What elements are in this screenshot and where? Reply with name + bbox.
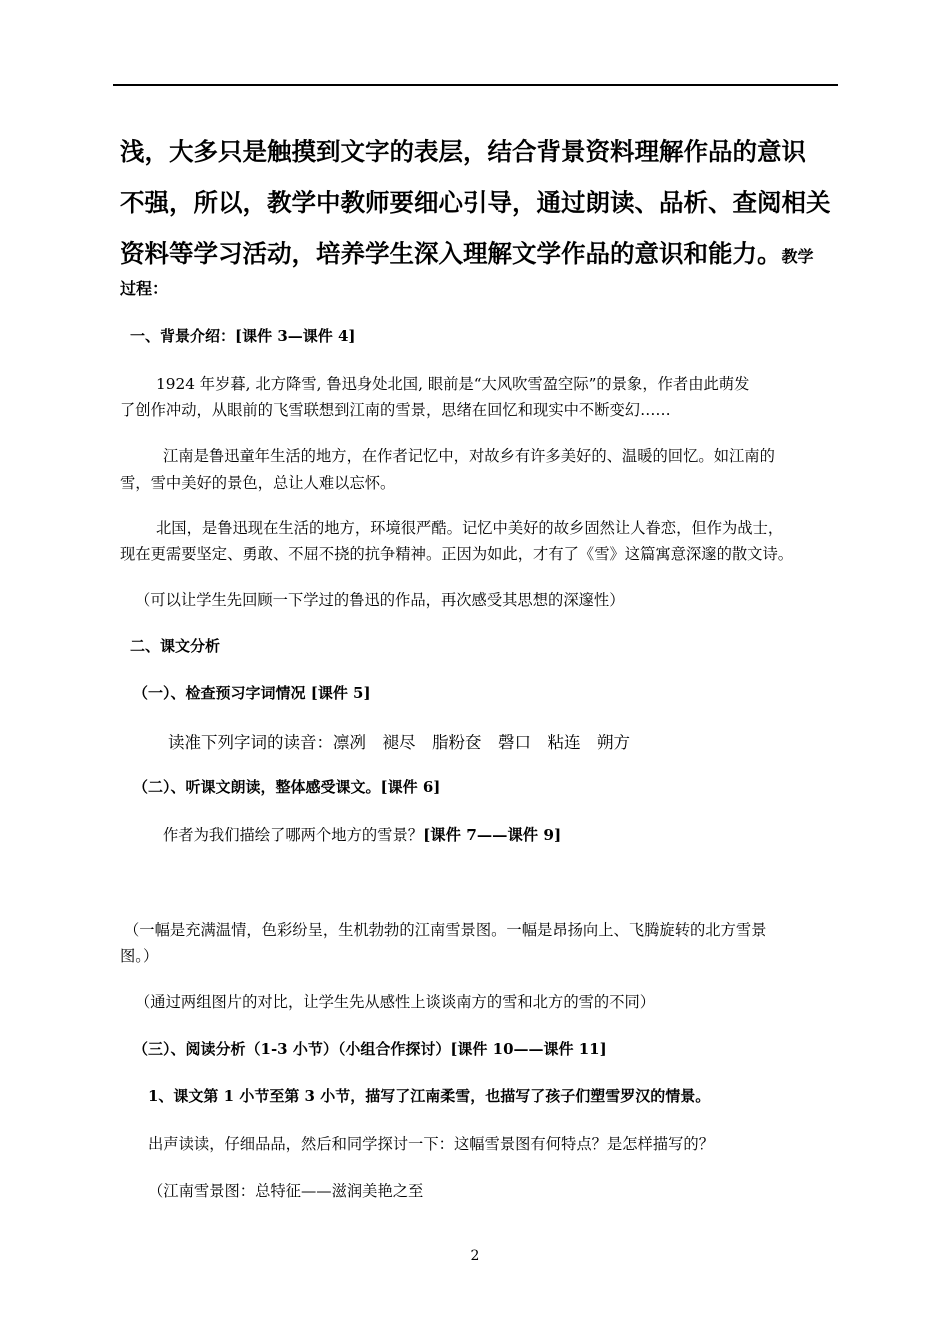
sub2-question-ref: [课件 7——课件 9] bbox=[423, 826, 562, 844]
intro-line-1: 浅，大多只是触摸到文字的表层，结合背景资料理解作品的意识 bbox=[120, 137, 806, 166]
sub2-heading: （二）、听课文朗读，整体感受课文。[课件 6] bbox=[133, 778, 441, 796]
header-rule bbox=[113, 84, 838, 86]
note-1: （可以让学生先回顾一下学过的鲁迅的作品，再次感受其思想的深邃性） bbox=[135, 591, 625, 609]
intro-line-2: 不强，所以，教学中教师要细心引导，通过朗读、品析、查阅相关 bbox=[120, 188, 831, 217]
answer-2: （江南雪景图：总特征——滋润美艳之至 bbox=[148, 1182, 424, 1200]
para1-line2: 了创作冲动，从眼前的飞雪联想到江南的雪景，思绪在回忆和现实中不断变幻…… bbox=[120, 401, 671, 419]
task-1: 出声读读，仔细品品，然后和同学探讨一下：这幅雪景图有何特点？是怎样描写的？ bbox=[148, 1135, 714, 1153]
sub1-text: 读准下列字词的读音：凛冽 褪尽 脂粉奁 磬口 粘连 朔方 bbox=[168, 733, 630, 752]
sub2-question-text: 作者为我们描绘了哪两个地方的雪景？ bbox=[163, 826, 424, 844]
sub1-heading: （一）、检查预习字词情况 [课件 5] bbox=[133, 684, 371, 702]
sub2-question bbox=[163, 823, 875, 845]
answer1-line1: （一幅是充满温情，色彩纷呈，生机勃勃的江南雪景图。一幅是昂扬向上、飞腾旋转的北方雪景 bbox=[124, 921, 767, 939]
intro-line-3-text: 资料等学习活动，培养学生深入理解文学作品的意识和能力。 bbox=[120, 239, 782, 268]
sub3-heading: （三）、阅读分析（1-3 小节）（小组合作探讨）[课件 10——课件 11] bbox=[133, 1040, 607, 1058]
para1-line1: 1924 年岁暮, 北方降雪, 鲁迅身处北国, 眼前是“大风吹雪盈空际”的景象，作者由此萌发 bbox=[156, 375, 750, 393]
process-label-part1: 教学 bbox=[781, 247, 814, 266]
para3-line1: 北国，是鲁迅现在生活的地方，环境很严酷。记忆中美好的故乡固然让人眷恋，但作为战士， bbox=[156, 519, 784, 537]
section2-heading: 二、课文分析 bbox=[130, 637, 221, 655]
point-1: 1、课文第 1 小节至第 3 小节，描写了江南柔雪，也描写了孩子们塑雪罗汉的情景。 bbox=[148, 1087, 711, 1105]
para3-line2: 现在更需要坚定、勇敢、不屈不挠的抗争精神。正因为如此，才有了《雪》这篇寓意深邃的散文诗。 bbox=[120, 545, 794, 563]
answer1-line2: 图。） bbox=[120, 947, 159, 965]
para2-line1: 江南是鲁迅童年生活的地方，在作者记忆中，对故乡有许多美好的、温暖的回忆。如江南的 bbox=[163, 447, 775, 465]
section1-heading: 一、背景介绍：[课件 3—课件 4] bbox=[130, 327, 356, 345]
page-number: 2 bbox=[470, 1248, 480, 1264]
para2-line2: 雪，雪中美好的景色，总让人难以忘怀。 bbox=[120, 474, 396, 492]
intro-line-3 bbox=[120, 235, 832, 270]
note-2: （通过两组图片的对比，让学生先从感性上谈谈南方的雪和北方的雪的不同） bbox=[135, 993, 656, 1011]
process-label-part2: 过程： bbox=[120, 279, 169, 298]
